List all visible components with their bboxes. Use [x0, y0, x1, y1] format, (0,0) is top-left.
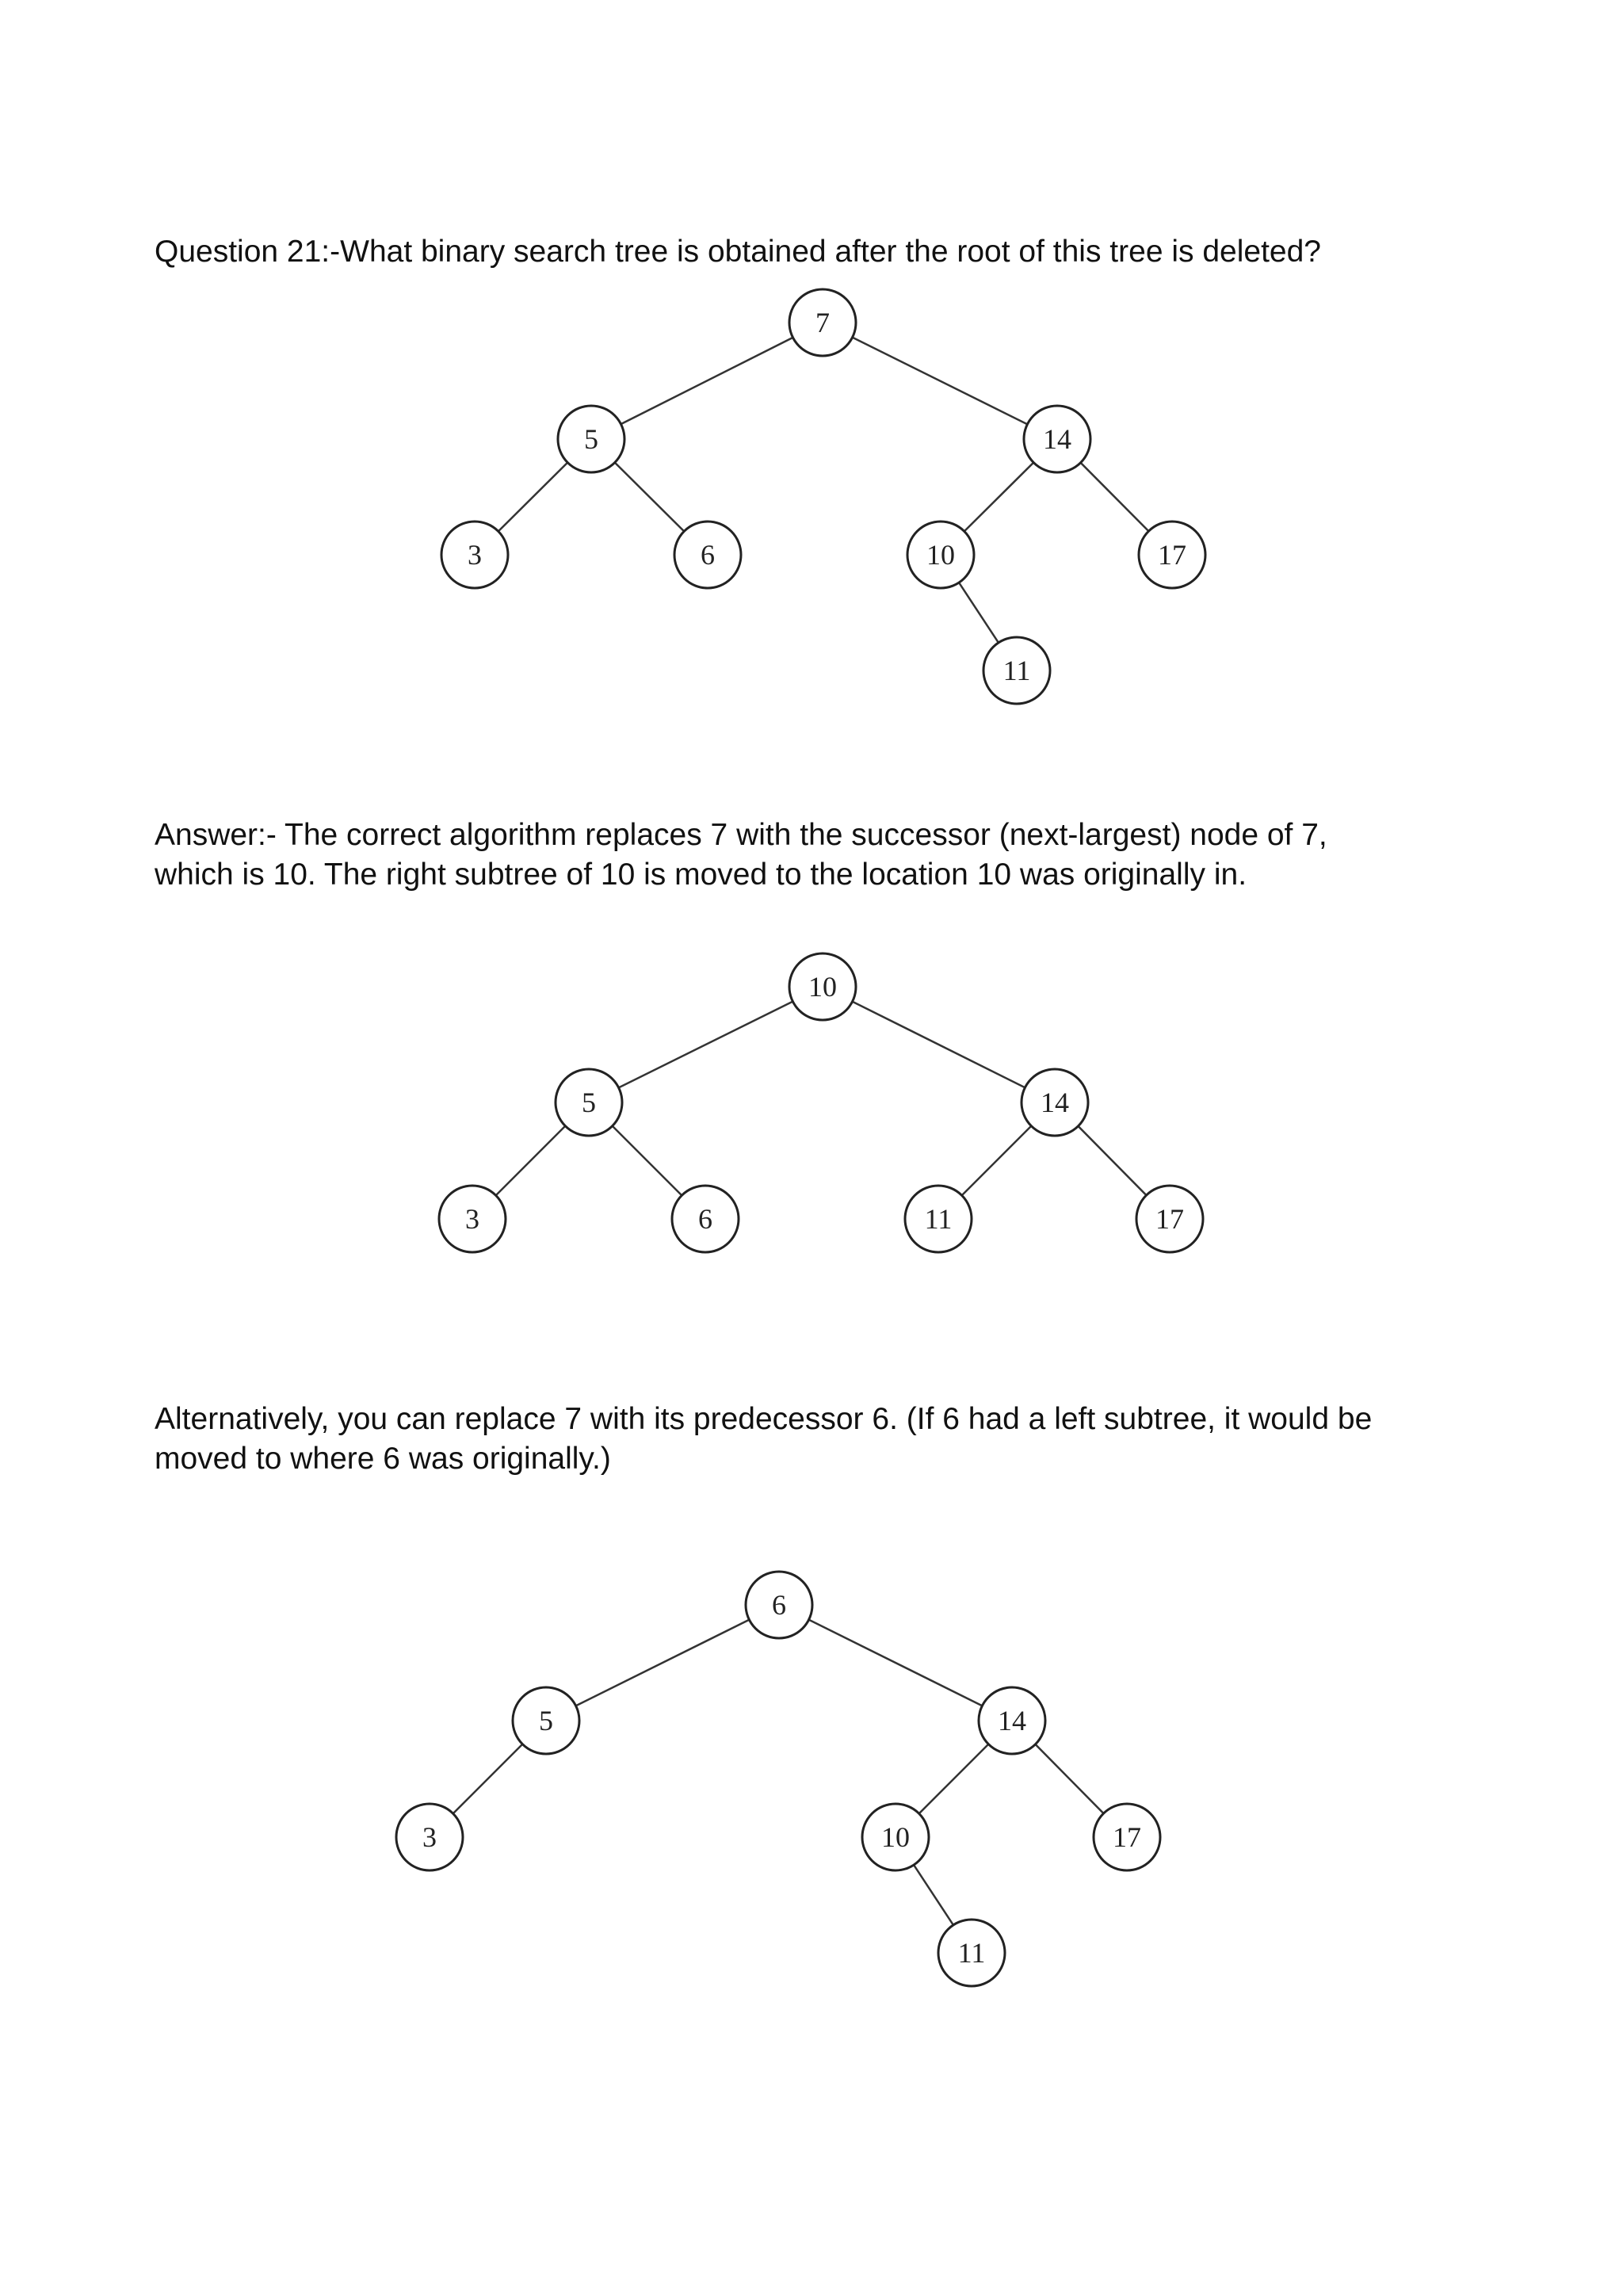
edge-10-5 [589, 987, 823, 1102]
node-label: 6 [698, 1203, 712, 1235]
edge-10-14 [823, 987, 1055, 1102]
node-label: 6 [701, 539, 715, 571]
tree-node [979, 1687, 1045, 1754]
successor-tree-diagram [0, 919, 1623, 1316]
tree-node [674, 521, 741, 588]
answer-text [155, 816, 1502, 895]
tree-node [1024, 406, 1090, 472]
tree-node [907, 521, 974, 588]
predecessor-tree-edges [430, 1605, 1127, 1953]
node-label: 3 [468, 539, 482, 571]
tree-node-root [789, 289, 856, 356]
node-label: 5 [582, 1087, 596, 1118]
node-label: 5 [584, 423, 598, 455]
predecessor-tree-diagram [0, 1538, 1623, 2013]
node-label: 17 [1155, 1203, 1184, 1235]
tree-node [672, 1186, 739, 1252]
question-line-1: Question 21:-What binary search tree is obtained after the root of this tree is deleted? [155, 235, 1321, 269]
node-label: 14 [1043, 423, 1071, 455]
node-label: 11 [924, 1203, 953, 1235]
tree-node-root [746, 1572, 812, 1638]
tree-node [983, 637, 1050, 704]
answer-line-1: Answer:- The correct algorithm replaces 7 with the successor (next-largest) node of 7, [155, 818, 1327, 852]
tree-node [862, 1804, 929, 1870]
tree-node [905, 1186, 972, 1252]
edge-7-5 [591, 323, 823, 439]
tree-node [1136, 1186, 1203, 1252]
node-label: 7 [815, 307, 830, 338]
edge-6-5 [546, 1605, 779, 1721]
node-label: 11 [1002, 655, 1031, 686]
node-label: 11 [957, 1937, 986, 1969]
node-label: 6 [772, 1589, 786, 1621]
node-label: 10 [926, 539, 955, 571]
edge-6-14 [779, 1605, 1012, 1721]
node-label: 17 [1158, 539, 1186, 571]
original-tree-diagram [0, 0, 1623, 729]
node-label: 10 [808, 971, 837, 1003]
tree-node-root [789, 953, 856, 1020]
tree-node [1094, 1804, 1160, 1870]
answer-line-2: which is 10. The right subtree of 10 is moved to the location 10 was originally in. [155, 858, 1247, 892]
tree-node [556, 1069, 622, 1136]
tree-node [1022, 1069, 1088, 1136]
node-label: 17 [1113, 1821, 1141, 1853]
node-label: 3 [465, 1203, 479, 1235]
node-label: 14 [998, 1705, 1026, 1736]
edge-7-14 [823, 323, 1057, 439]
tree-node [513, 1687, 579, 1754]
node-label: 14 [1041, 1087, 1069, 1118]
tree-node [396, 1804, 463, 1870]
alternative-line-2: moved to where 6 was originally.) [155, 1442, 611, 1476]
node-label: 3 [422, 1821, 437, 1853]
tree-node [938, 1920, 1005, 1986]
tree-node [1139, 521, 1205, 588]
node-label: 10 [881, 1821, 910, 1853]
tree-node [558, 406, 624, 472]
tree-node [439, 1186, 506, 1252]
alternative-text [155, 1400, 1502, 1479]
tree-node [441, 521, 508, 588]
node-label: 5 [539, 1705, 553, 1736]
original-tree-edges [475, 323, 1172, 670]
alternative-line-1: Alternatively, you can replace 7 with its predecessor 6. (If 6 had a left subtree, it would be [155, 1402, 1373, 1436]
